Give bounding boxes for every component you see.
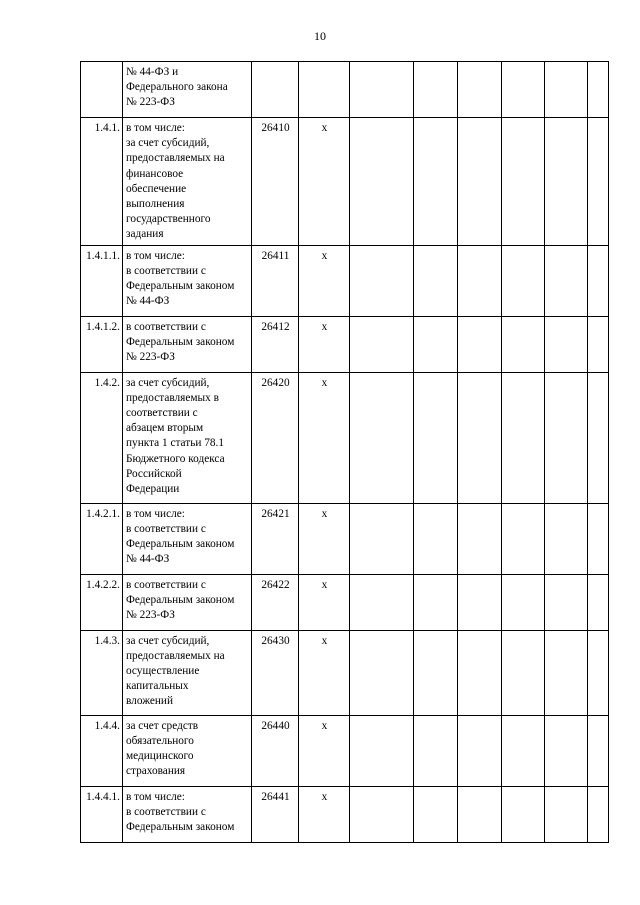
table-row	[81, 62, 609, 118]
row-name-line: Федеральным законом	[126, 280, 235, 293]
table-row	[81, 503, 609, 574]
empty-cell	[414, 715, 458, 786]
empty-cell	[502, 786, 545, 842]
row-name-line: в том числе:	[126, 507, 185, 520]
row-name	[123, 118, 252, 246]
empty-cell	[458, 786, 502, 842]
table-row	[81, 574, 609, 630]
empty-cell	[545, 574, 588, 630]
empty-cell	[350, 574, 414, 630]
row-name-line: государственного	[126, 213, 211, 226]
empty-cell	[350, 715, 414, 786]
empty-cell	[545, 245, 588, 316]
row-code: 26422	[252, 574, 299, 630]
table-row	[81, 245, 609, 316]
empty-cell	[502, 245, 545, 316]
empty-cell	[350, 316, 414, 372]
row-name	[123, 630, 252, 715]
row-code: 26440	[252, 715, 299, 786]
page-number: 10	[314, 29, 326, 43]
report-table	[80, 61, 609, 843]
row-name-line: в том числе:	[126, 790, 185, 803]
row-name-line: финансовое	[126, 167, 184, 180]
empty-cell	[502, 715, 545, 786]
empty-cell	[545, 316, 588, 372]
row-name	[123, 372, 252, 503]
empty-cell	[545, 62, 588, 118]
row-number: 1.4.1.2.	[81, 316, 123, 372]
empty-cell	[502, 372, 545, 503]
row-name-line: Федеральным законом	[126, 538, 235, 551]
empty-cell	[458, 715, 502, 786]
empty-cell	[458, 118, 502, 246]
row-name-line: абзацем вторым	[126, 422, 204, 435]
row-name-line: № 223-ФЗ	[126, 351, 175, 364]
row-number: 1.4.2.1.	[81, 503, 123, 574]
empty-cell	[414, 574, 458, 630]
row-name-line: за счет средств	[126, 719, 199, 732]
empty-cell	[414, 503, 458, 574]
empty-cell	[458, 62, 502, 118]
row-name-line: капитальных	[126, 680, 189, 693]
row-mark: х	[299, 118, 350, 246]
row-mark: х	[299, 372, 350, 503]
row-name-line: Федерации	[126, 483, 180, 496]
row-name-line: осуществление	[126, 665, 200, 678]
table-row	[81, 630, 609, 715]
row-name-line: № 223-ФЗ	[126, 96, 175, 109]
row-mark: х	[299, 316, 350, 372]
row-number: 1.4.3.	[81, 630, 123, 715]
empty-cell	[458, 574, 502, 630]
empty-cell	[350, 62, 414, 118]
row-mark: х	[299, 715, 350, 786]
row-name-line: медицинского	[126, 750, 194, 763]
empty-cell	[350, 503, 414, 574]
row-name-line: № 223-ФЗ	[126, 609, 175, 622]
row-code: 26430	[252, 630, 299, 715]
empty-cell	[414, 245, 458, 316]
table-row	[81, 715, 609, 786]
empty-cell	[502, 316, 545, 372]
empty-cell	[545, 372, 588, 503]
row-name-line: Бюджетного кодекса	[126, 452, 225, 465]
row-name	[123, 503, 252, 574]
row-number: 1.4.2.	[81, 372, 123, 503]
row-mark: х	[299, 245, 350, 316]
row-mark: х	[299, 503, 350, 574]
row-name-line: № 44-ФЗ и	[126, 66, 179, 78]
empty-cell	[502, 503, 545, 574]
row-name-line: в соответствии с	[126, 578, 206, 591]
row-name-line: № 44-ФЗ	[126, 295, 170, 308]
empty-cell	[350, 630, 414, 715]
row-name-line: в том числе:	[126, 122, 185, 134]
empty-cell	[502, 630, 545, 715]
row-name-line: предоставляемых в	[126, 391, 219, 404]
row-code	[252, 62, 299, 118]
row-name-line: вложений	[126, 695, 173, 708]
row-name-line: страхования	[126, 765, 186, 778]
row-name	[123, 786, 252, 842]
row-name-line: в соответствии с	[126, 522, 206, 535]
row-name	[123, 574, 252, 630]
row-number: 1.4.2.2.	[81, 574, 123, 630]
row-code: 26410	[252, 118, 299, 246]
row-number: 1.4.1.1.	[81, 245, 123, 316]
row-name-line: в соответствии с	[126, 320, 206, 333]
row-name-line: Федеральным законом	[126, 593, 235, 606]
row-name-line: за счет субсидий,	[126, 137, 210, 150]
empty-cell	[588, 62, 609, 118]
empty-cell	[588, 118, 609, 246]
empty-cell	[502, 62, 545, 118]
empty-cell	[588, 630, 609, 715]
row-name-line: Федеральным законом	[126, 821, 235, 834]
row-number: 1.4.1.	[81, 118, 123, 246]
row-name	[123, 62, 252, 118]
row-name-line: за счет субсидий,	[126, 376, 210, 389]
table-row	[81, 118, 609, 246]
empty-cell	[545, 503, 588, 574]
empty-cell	[458, 503, 502, 574]
row-mark: х	[299, 574, 350, 630]
table-row	[81, 786, 609, 842]
row-mark: х	[299, 630, 350, 715]
empty-cell	[414, 786, 458, 842]
empty-cell	[545, 715, 588, 786]
empty-cell	[414, 372, 458, 503]
empty-cell	[588, 574, 609, 630]
empty-cell	[588, 715, 609, 786]
row-number: 1.4.4.	[81, 715, 123, 786]
empty-cell	[545, 630, 588, 715]
empty-cell	[458, 245, 502, 316]
row-number: 1.4.4.1.	[81, 786, 123, 842]
empty-cell	[414, 630, 458, 715]
empty-cell	[588, 316, 609, 372]
row-name-line: Федерального закона	[126, 81, 228, 94]
row-name-line: Федеральным законом	[126, 335, 235, 348]
row-name-line: в соответствии с	[126, 264, 206, 277]
row-code: 26412	[252, 316, 299, 372]
empty-cell	[588, 245, 609, 316]
empty-cell	[588, 786, 609, 842]
row-name-line: № 44-ФЗ	[126, 553, 170, 566]
table-row	[81, 316, 609, 372]
empty-cell	[350, 786, 414, 842]
empty-cell	[414, 316, 458, 372]
row-name-line: пункта 1 статьи 78.1	[126, 437, 225, 450]
empty-cell	[458, 630, 502, 715]
row-name-line: соответствии с	[126, 407, 198, 420]
empty-cell	[588, 372, 609, 503]
row-name-line: обеспечение	[126, 182, 187, 195]
row-code: 26441	[252, 786, 299, 842]
empty-cell	[350, 245, 414, 316]
empty-cell	[458, 372, 502, 503]
row-name-line: за счет субсидий,	[126, 634, 210, 647]
row-code: 26420	[252, 372, 299, 503]
row-name-line: выполнения	[126, 198, 185, 211]
row-name-line: задания	[126, 228, 164, 241]
row-name-line: Российской	[126, 467, 182, 480]
row-name-line: обязательного	[126, 734, 194, 747]
row-mark	[299, 62, 350, 118]
empty-cell	[414, 118, 458, 246]
row-name	[123, 715, 252, 786]
row-number	[81, 62, 123, 118]
row-name-line: предоставляемых на	[126, 152, 225, 165]
row-name	[123, 245, 252, 316]
empty-cell	[502, 118, 545, 246]
row-name-line: в соответствии с	[126, 805, 206, 818]
row-code: 26411	[252, 245, 299, 316]
row-name-line: предоставляемых на	[126, 649, 225, 662]
row-name	[123, 316, 252, 372]
empty-cell	[502, 574, 545, 630]
empty-cell	[458, 316, 502, 372]
empty-cell	[350, 118, 414, 246]
empty-cell	[414, 62, 458, 118]
empty-cell	[350, 372, 414, 503]
row-mark: х	[299, 786, 350, 842]
row-name-line: в том числе:	[126, 249, 185, 262]
empty-cell	[545, 118, 588, 246]
row-code: 26421	[252, 503, 299, 574]
empty-cell	[545, 786, 588, 842]
table-row	[81, 372, 609, 503]
empty-cell	[588, 503, 609, 574]
